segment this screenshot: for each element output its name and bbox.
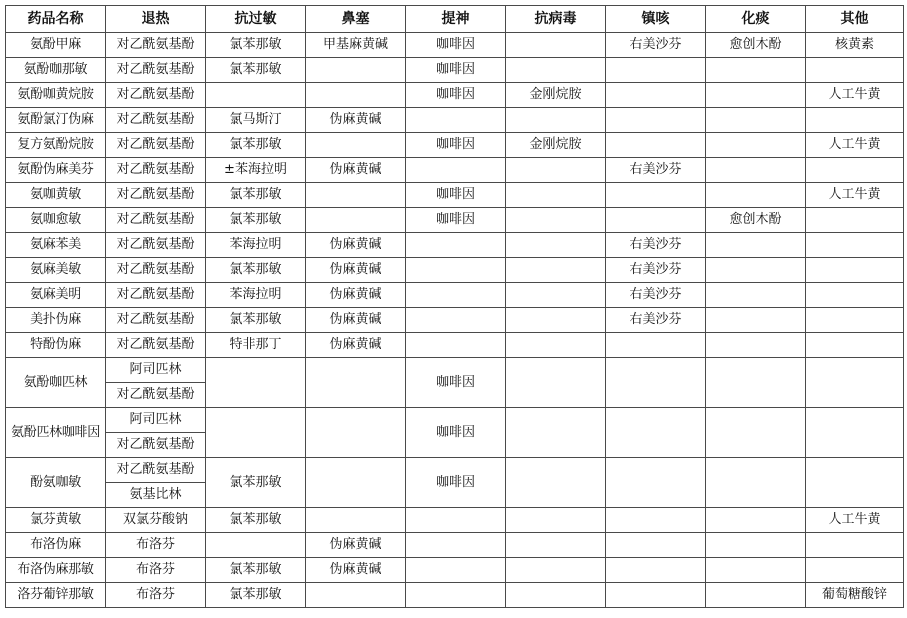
table-row — [6, 583, 904, 608]
drug-name-cell: 美扑伪麻 — [6, 308, 106, 333]
table-cell — [306, 508, 406, 533]
drug-name-cell: 氨酚咖匹林 — [6, 358, 106, 408]
table-cell: 对乙酰氨基酚 — [106, 333, 206, 358]
table-cell — [806, 158, 904, 183]
table-cell — [606, 83, 706, 108]
table-cell — [806, 358, 904, 408]
table-row — [6, 358, 904, 383]
column-header: 鼻塞 — [306, 6, 406, 33]
table-cell — [206, 533, 306, 558]
table-cell: 苯海拉明 — [206, 283, 306, 308]
table-cell — [506, 408, 606, 458]
drug-name-cell: 特酚伪麻 — [6, 333, 106, 358]
table-cell — [606, 108, 706, 133]
table-cell — [306, 58, 406, 83]
table-row — [6, 258, 904, 283]
drug-name-cell: 洛芬葡锌那敏 — [6, 583, 106, 608]
table-cell: 对乙酰氨基酚 — [106, 383, 206, 408]
table-cell: 氯苯那敏 — [206, 458, 306, 508]
table-cell: 伪麻黄碱 — [306, 308, 406, 333]
table-cell: 阿司匹林 — [106, 358, 206, 383]
table-cell: 伪麻黄碱 — [306, 258, 406, 283]
table-cell: 氯苯那敏 — [206, 183, 306, 208]
table-cell: 对乙酰氨基酚 — [106, 83, 206, 108]
table-cell — [506, 533, 606, 558]
table-cell: 伪麻黄碱 — [306, 283, 406, 308]
table-cell — [706, 333, 806, 358]
table-cell — [406, 558, 506, 583]
table-cell: 特非那丁 — [206, 333, 306, 358]
table-cell: 伪麻黄碱 — [306, 533, 406, 558]
table-cell — [606, 58, 706, 83]
table-cell: 金刚烷胺 — [506, 83, 606, 108]
table-cell — [806, 208, 904, 233]
table-cell — [806, 258, 904, 283]
drug-name-cell: 氯芬黄敏 — [6, 508, 106, 533]
table-cell — [606, 408, 706, 458]
table-cell — [706, 83, 806, 108]
table-cell: ±苯海拉明 — [206, 158, 306, 183]
table-cell — [706, 583, 806, 608]
table-cell: 咖啡因 — [406, 133, 506, 158]
table-cell — [806, 533, 904, 558]
table-cell: 伪麻黄碱 — [306, 233, 406, 258]
table-cell — [806, 458, 904, 508]
table-row — [6, 408, 904, 433]
table-cell: 对乙酰氨基酚 — [106, 133, 206, 158]
table-cell: 人工牛黄 — [806, 133, 904, 158]
table-cell — [306, 83, 406, 108]
table-cell: 阿司匹林 — [106, 408, 206, 433]
table-cell: 氯苯那敏 — [206, 33, 306, 58]
table-cell — [506, 558, 606, 583]
table-cell: 布洛芬 — [106, 558, 206, 583]
table-cell — [406, 533, 506, 558]
table-cell — [406, 583, 506, 608]
table-cell — [706, 508, 806, 533]
table-cell — [606, 558, 706, 583]
table-row — [6, 158, 904, 183]
drug-name-cell: 氨酚伪麻美芬 — [6, 158, 106, 183]
table-cell: 对乙酰氨基酚 — [106, 258, 206, 283]
table-cell — [506, 583, 606, 608]
table-cell: 右美沙芬 — [606, 233, 706, 258]
drug-name-cell: 布洛伪麻 — [6, 533, 106, 558]
table-cell: 氯苯那敏 — [206, 258, 306, 283]
table-cell — [306, 408, 406, 458]
table-cell — [506, 333, 606, 358]
table-cell — [706, 133, 806, 158]
table-cell — [306, 358, 406, 408]
table-cell — [506, 233, 606, 258]
table-cell: 苯海拉明 — [206, 233, 306, 258]
table-cell — [706, 183, 806, 208]
table-cell: 氯苯那敏 — [206, 583, 306, 608]
table-cell — [206, 358, 306, 408]
table-cell: 氯苯那敏 — [206, 133, 306, 158]
drug-name-cell: 氨麻苯美 — [6, 233, 106, 258]
table-cell — [406, 333, 506, 358]
table-cell — [706, 108, 806, 133]
table-cell: 氯苯那敏 — [206, 558, 306, 583]
table-cell: 咖啡因 — [406, 358, 506, 408]
table-cell — [606, 508, 706, 533]
table-cell — [206, 83, 306, 108]
table-cell — [406, 108, 506, 133]
table-cell — [806, 333, 904, 358]
table-cell: 伪麻黄碱 — [306, 158, 406, 183]
table-cell: 氨基比林 — [106, 483, 206, 508]
table-cell: 对乙酰氨基酚 — [106, 58, 206, 83]
table-cell: 对乙酰氨基酚 — [106, 433, 206, 458]
table-cell: 金刚烷胺 — [506, 133, 606, 158]
table-cell: 愈创木酚 — [706, 33, 806, 58]
table-cell — [806, 558, 904, 583]
drug-ingredient-table — [5, 5, 904, 608]
header-row — [6, 6, 904, 33]
table-row — [6, 133, 904, 158]
table-cell — [606, 583, 706, 608]
table-cell: 对乙酰氨基酚 — [106, 458, 206, 483]
table-cell — [306, 183, 406, 208]
table-cell — [406, 308, 506, 333]
table-cell — [506, 358, 606, 408]
table-cell: 咖啡因 — [406, 183, 506, 208]
table-row — [6, 458, 904, 483]
table-cell: 氯马斯汀 — [206, 108, 306, 133]
table-row — [6, 58, 904, 83]
table-cell: 人工牛黄 — [806, 183, 904, 208]
table-cell: 布洛芬 — [106, 583, 206, 608]
table-cell: 愈创木酚 — [706, 208, 806, 233]
table-cell: 伪麻黄碱 — [306, 333, 406, 358]
table-cell — [506, 33, 606, 58]
table-body — [6, 33, 904, 608]
table-cell — [406, 258, 506, 283]
table-cell: 氯苯那敏 — [206, 308, 306, 333]
table-row — [6, 33, 904, 58]
table-cell — [706, 533, 806, 558]
table-cell — [206, 408, 306, 458]
drug-name-cell: 氨咖愈敏 — [6, 208, 106, 233]
table-cell: 对乙酰氨基酚 — [106, 283, 206, 308]
table-cell — [606, 183, 706, 208]
table-row — [6, 558, 904, 583]
table-cell — [506, 258, 606, 283]
table-cell — [806, 308, 904, 333]
table-cell — [406, 283, 506, 308]
table-cell — [606, 458, 706, 508]
table-cell: 咖啡因 — [406, 208, 506, 233]
table-cell — [406, 158, 506, 183]
table-cell — [306, 583, 406, 608]
table-cell — [506, 283, 606, 308]
table-cell — [706, 258, 806, 283]
table-cell — [606, 333, 706, 358]
table-cell — [306, 208, 406, 233]
column-header: 抗病毒 — [506, 6, 606, 33]
drug-name-cell: 氨酚氯汀伪麻 — [6, 108, 106, 133]
column-header: 退热 — [106, 6, 206, 33]
table-cell — [606, 358, 706, 408]
table-cell — [706, 283, 806, 308]
table-cell: 右美沙芬 — [606, 33, 706, 58]
table-cell: 对乙酰氨基酚 — [106, 33, 206, 58]
table-cell — [406, 508, 506, 533]
table-cell: 布洛芬 — [106, 533, 206, 558]
table-cell: 伪麻黄碱 — [306, 108, 406, 133]
table-row — [6, 183, 904, 208]
column-header: 药品名称 — [6, 6, 106, 33]
drug-name-cell: 复方氨酚烷胺 — [6, 133, 106, 158]
column-header: 化痰 — [706, 6, 806, 33]
table-row — [6, 283, 904, 308]
table-cell: 咖啡因 — [406, 458, 506, 508]
table-cell: 对乙酰氨基酚 — [106, 158, 206, 183]
table-row — [6, 508, 904, 533]
table-cell — [506, 508, 606, 533]
table-row — [6, 308, 904, 333]
table-row — [6, 208, 904, 233]
table-cell: 咖啡因 — [406, 83, 506, 108]
table-cell — [506, 108, 606, 133]
table-cell: 对乙酰氨基酚 — [106, 183, 206, 208]
column-header: 其他 — [806, 6, 904, 33]
table-cell — [306, 458, 406, 508]
table-cell: 伪麻黄碱 — [306, 558, 406, 583]
column-header: 抗过敏 — [206, 6, 306, 33]
table-cell — [606, 208, 706, 233]
table-cell: 右美沙芬 — [606, 308, 706, 333]
table-cell: 核黄素 — [806, 33, 904, 58]
table-row — [6, 233, 904, 258]
table-cell: 右美沙芬 — [606, 258, 706, 283]
table-cell: 对乙酰氨基酚 — [106, 108, 206, 133]
table-row — [6, 83, 904, 108]
table-cell: 对乙酰氨基酚 — [106, 208, 206, 233]
table-row — [6, 333, 904, 358]
table-cell — [706, 458, 806, 508]
table-row — [6, 108, 904, 133]
table-cell — [506, 208, 606, 233]
table-cell — [706, 408, 806, 458]
table-cell — [306, 133, 406, 158]
table-cell: 对乙酰氨基酚 — [106, 308, 206, 333]
table-cell: 氯苯那敏 — [206, 208, 306, 233]
table-cell: 甲基麻黄碱 — [306, 33, 406, 58]
table-cell — [806, 58, 904, 83]
table-cell: 右美沙芬 — [606, 283, 706, 308]
drug-name-cell: 氨麻美明 — [6, 283, 106, 308]
drug-name-cell: 酚氨咖敏 — [6, 458, 106, 508]
column-header: 镇咳 — [606, 6, 706, 33]
table-cell: 咖啡因 — [406, 408, 506, 458]
table-cell — [706, 308, 806, 333]
table-cell — [806, 408, 904, 458]
table-cell — [806, 108, 904, 133]
table-cell — [806, 283, 904, 308]
table-cell: 咖啡因 — [406, 33, 506, 58]
table-cell — [506, 58, 606, 83]
table-cell: 双氯芬酸钠 — [106, 508, 206, 533]
table-cell — [406, 233, 506, 258]
table-cell — [706, 233, 806, 258]
table-cell: 氯苯那敏 — [206, 508, 306, 533]
table-cell — [506, 308, 606, 333]
table-cell — [706, 558, 806, 583]
table-cell: 氯苯那敏 — [206, 58, 306, 83]
table-cell — [706, 358, 806, 408]
table-cell: 人工牛黄 — [806, 508, 904, 533]
column-header: 提神 — [406, 6, 506, 33]
drug-name-cell: 氨酚咖黄烷胺 — [6, 83, 106, 108]
table-cell — [506, 183, 606, 208]
table-row — [6, 533, 904, 558]
table-cell — [706, 158, 806, 183]
drug-name-cell: 氨酚咖那敏 — [6, 58, 106, 83]
table-cell: 葡萄糖酸锌 — [806, 583, 904, 608]
drug-name-cell: 布洛伪麻那敏 — [6, 558, 106, 583]
table-cell — [606, 533, 706, 558]
drug-name-cell: 氨酚匹林咖啡因 — [6, 408, 106, 458]
table-cell: 右美沙芬 — [606, 158, 706, 183]
table-cell — [806, 233, 904, 258]
table-cell — [606, 133, 706, 158]
table-cell — [706, 58, 806, 83]
table-cell: 对乙酰氨基酚 — [106, 233, 206, 258]
drug-name-cell: 氨咖黄敏 — [6, 183, 106, 208]
drug-name-cell: 氨酚甲麻 — [6, 33, 106, 58]
table-cell: 咖啡因 — [406, 58, 506, 83]
table-cell: 人工牛黄 — [806, 83, 904, 108]
drug-name-cell: 氨麻美敏 — [6, 258, 106, 283]
table-cell — [506, 158, 606, 183]
table-cell — [506, 458, 606, 508]
